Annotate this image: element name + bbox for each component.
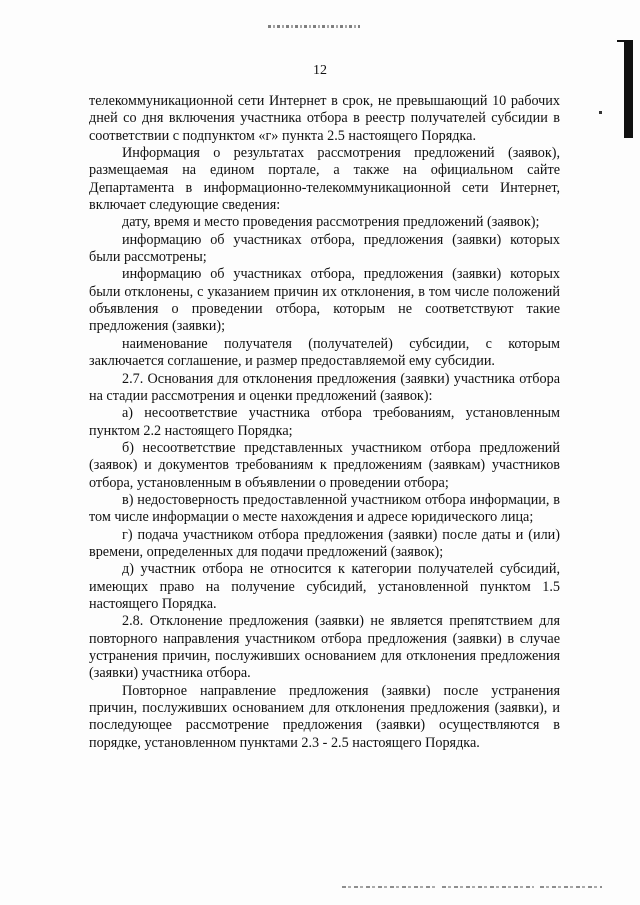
page-number: 12 — [313, 63, 327, 78]
scan-edge-bar — [624, 40, 633, 138]
paragraph: телекоммуникационной сети Интернет в срок, не превышающий 10 рабочих дней со дня включения участника отбора в реестр получателей субсидии в соответствии с подпунктом «г» пункта 2.5 настоящего Порядка. — [89, 93, 560, 144]
list-item: б) несоответствие представленных участником отбора предложений (заявок) и документов требованиям к предложениям (заявкам) участников отбора, установленным в объявлении о проведении отбора; — [89, 439, 560, 491]
scan-artifact-bottom — [342, 886, 436, 888]
paragraph: информацию об участниках отбора, предложения (заявки) которых были отклонены, с указанием причин их отклонения, в том числе положений объявления о проведении отбора, которым не соответствуют такие предложения (заявки); — [89, 266, 560, 335]
paragraph: Повторное направление предложения (заявки) после устранения причин, послуживших основанием для отклонения предложения (заявки), и последующее рассмотрение предложения (заявки) осуществляются в порядке, установленном пунктами 2.3 - 2.5 настоящего Порядка. — [89, 682, 560, 751]
section-2-8-paragraph: 2.8. Отклонение предложения (заявки) не является препятствием для повторного направления участником отбора предложения (заявки) в случае устранения причин, послуживших основанием для отклонения предложения (заявки) участника отбора. — [89, 613, 560, 682]
paragraph: наименование получателя (получателей) субсидии, с которым заключается соглашение, и размер предоставляемой ему субсидии. — [89, 335, 560, 370]
scan-artifact-top — [268, 25, 360, 28]
list-item: г) подача участником отбора предложения (заявки) после даты и (или) времени, определенных для подачи предложений (заявок); — [89, 526, 560, 560]
document-body — [89, 93, 560, 752]
list-item: в) недостоверность предоставленной участником отбора информации, в том числе информации о месте нахождения и адресе юридического лица; — [89, 491, 560, 526]
scan-artifact-bottom — [442, 886, 534, 888]
paragraph: дату, время и место проведения рассмотрения предложений (заявок); — [122, 214, 540, 231]
list-item: д) участник отбора не относится к категории получателей субсидий, имеющих право на получение субсидий, установленной пунктом 1.5 настоящего Порядка. — [89, 561, 560, 612]
paragraph: Информация о результатах рассмотрения предложений (заявок), размещаемая на едином портале, а также на официальном сайте Департамента в информационно-телекоммуникационной сети Интернет, включает следующие сведения: — [89, 145, 560, 214]
scan-artifact-bottom — [540, 886, 602, 888]
scan-edge-dot — [599, 111, 602, 114]
list-item: а) несоответствие участника отбора требованиям, установленным пунктом 2.2 настоящего Порядка; — [89, 405, 560, 439]
section-2-7-heading: 2.7. Основания для отклонения предложения (заявки) участника отбора на стадии рассмотрения и оценки предложений (заявок): — [89, 370, 560, 404]
paragraph: информацию об участниках отбора, предложения (заявки) которых были рассмотрены; — [89, 231, 560, 266]
